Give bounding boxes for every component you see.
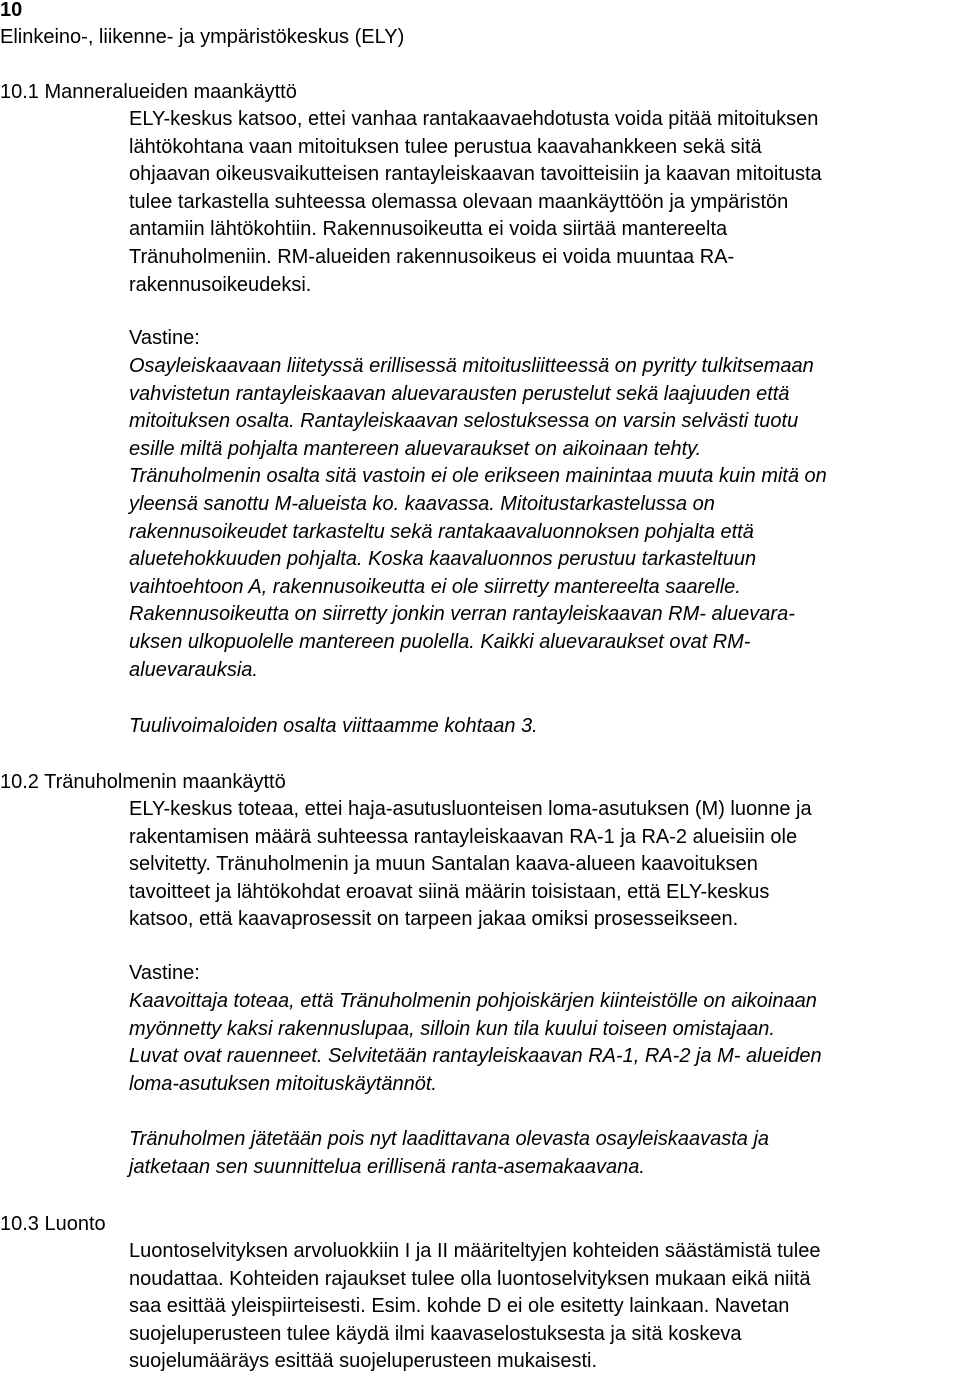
text-line: rakennusoikeudet tarkasteltu sekä rantakaavaluonnoksen pohjalta että (129, 520, 754, 543)
text-line: rakennusoikeudeksi. (129, 273, 312, 296)
text-line: noudattaa. Kohteiden rajaukset tulee olla luontoselvityksen mukaan eikä niitä (129, 1267, 811, 1290)
text-line: Osayleiskaavaan liitetyssä erillisessä mitoitusliitteessä on pyritty tulkitsemaan (129, 355, 814, 377)
section-10-3-statement (129, 1238, 959, 1376)
text-line: tulee tarkastella suhteessa olemassa olevaan maankäyttöön ja ympäristön (129, 190, 789, 213)
text-line: vaihtoehtoon A, rakennusoikeutta ei ole siirretty mantereelta saarelle. (129, 575, 741, 598)
section-10-2-statement (129, 796, 959, 934)
section-heading-10-1: 10.1 Manneralueiden maankäyttö (0, 81, 297, 103)
text-line: ELY-keskus toteaa, ettei haja-asutusluonteisen loma-asutuksen (M) luonne ja (129, 798, 812, 820)
section-10-1-statement (129, 106, 959, 299)
section-10-1-response-extra: Tuulivoimaloiden osalta viittaamme kohtaan 3. (129, 715, 538, 737)
section-10-2-response-label: Vastine: (129, 962, 200, 984)
text-line: uksen ulkopuolelle mantereen puolella. Kaikki aluevaraukset ovat RM- (129, 630, 751, 653)
text-line: tavoitteet ja lähtökohdat eroavat siinä määrin toisistaan, että ELY-keskus (129, 880, 770, 903)
chapter-title: Elinkeino-, liikenne- ja ympäristökeskus (ELY) (0, 26, 405, 48)
text-line: ELY-keskus katsoo, ettei vanhaa rantakaavaehdotusta voida pitää mitoituksen (129, 108, 819, 130)
text-line: Tränuholmenin osalta sitä vastoin ei ole erikseen mainintaa muuta kuin mitä on (129, 465, 827, 488)
section-10-2-response (129, 988, 959, 1098)
text-line: myönnetty kaksi rakennuslupaa, silloin kun tila kuului toiseen omistajaan. (129, 1017, 775, 1040)
text-line: aluetehokkuuden pohjalta. Koska kaavaluonnos perustuu tarkasteltuun (129, 548, 757, 571)
text-line: Tränuholmeniin. RM-alueiden rakennusoikeus ei voida muuntaa RA- (129, 245, 735, 268)
text-line: jatketaan sen suunnittelua erillisenä ranta-asemakaavana. (129, 1155, 645, 1178)
text-line: Kaavoittaja toteaa, että Tränuholmenin pohjoiskärjen kiinteistölle on aikoinaan (129, 990, 817, 1012)
chapter-number: 10 (0, 0, 23, 21)
section-10-2-response-extra (129, 1126, 959, 1181)
text-line: ohjaavan oikeusvaikutteisen rantayleiskaavan tavoitteisiin ja kaavan mitoitusta (129, 163, 822, 186)
text-line: katsoo, että kaavaprosessit on tarpeen jakaa omiksi prosesseikseen. (129, 908, 739, 931)
text-line: Rakennusoikeutta on siirretty jonkin verran rantayleiskaavan RM- aluevara- (129, 603, 795, 626)
section-heading-10-2: 10.2 Tränuholmenin maankäyttö (0, 771, 286, 793)
text-line: aluevarauksia. (129, 658, 258, 681)
text-line: mitoituksen osalta. Rantayleiskaavan selostuksessa on varsin selvästi tuotu (129, 410, 799, 433)
section-heading-10-3: 10.3 Luonto (0, 1213, 106, 1235)
text-line: lähtökohtana vaan mitoituksen tulee perustua kaavahankkeen sekä sitä (129, 135, 762, 158)
text-line: suojelumääräys esittää suojeluperusteen mukaisesti. (129, 1350, 598, 1373)
text-line: Tränuholmen jätetään pois nyt laadittavana olevasta osayleiskaavasta ja (129, 1128, 770, 1150)
text-line: selvitetty. Tränuholmenin ja muun Santalan kaava-alueen kaavoituksen (129, 853, 758, 876)
text-line: esille miltä pohjalta mantereen aluevaraukset on aikoinaan tehty. (129, 437, 702, 460)
text-line: rakentamisen määrä suhteessa rantayleiskaavan RA-1 ja RA-2 alueisiin ole (129, 825, 798, 848)
text-line: suojeluperusteen tulee käydä ilmi kaavaselostuksesta ja sitä koskeva (129, 1322, 742, 1345)
text-line: Luontoselvityksen arvoluokkiin I ja II määriteltyjen kohteiden säästämistä tulee (129, 1240, 821, 1262)
text-line: Luvat ovat rauenneet. Selvitetään rantayleiskaavan RA-1, RA-2 ja M- alueiden (129, 1045, 822, 1068)
section-10-1-response-label: Vastine: (129, 327, 200, 349)
text-line: loma-asutuksen mitoituskäytännöt. (129, 1072, 437, 1095)
text-line: yleensä sanottu M-alueista ko. kaavassa. Mitoitustarkastelussa on (129, 492, 715, 515)
text-line: antamiin lähtökohtiin. Rakennusoikeutta ei voida siirtää mantereelta (129, 218, 728, 241)
text-line: vahvistetun rantayleiskaavan aluevarausten perustelut sekä laajuuden että (129, 382, 790, 405)
text-line: saa esittää yleispiirteisesti. Esim. kohde D ei ole esitetty lainkaan. Navetan (129, 1295, 790, 1318)
section-10-1-response (129, 353, 959, 684)
